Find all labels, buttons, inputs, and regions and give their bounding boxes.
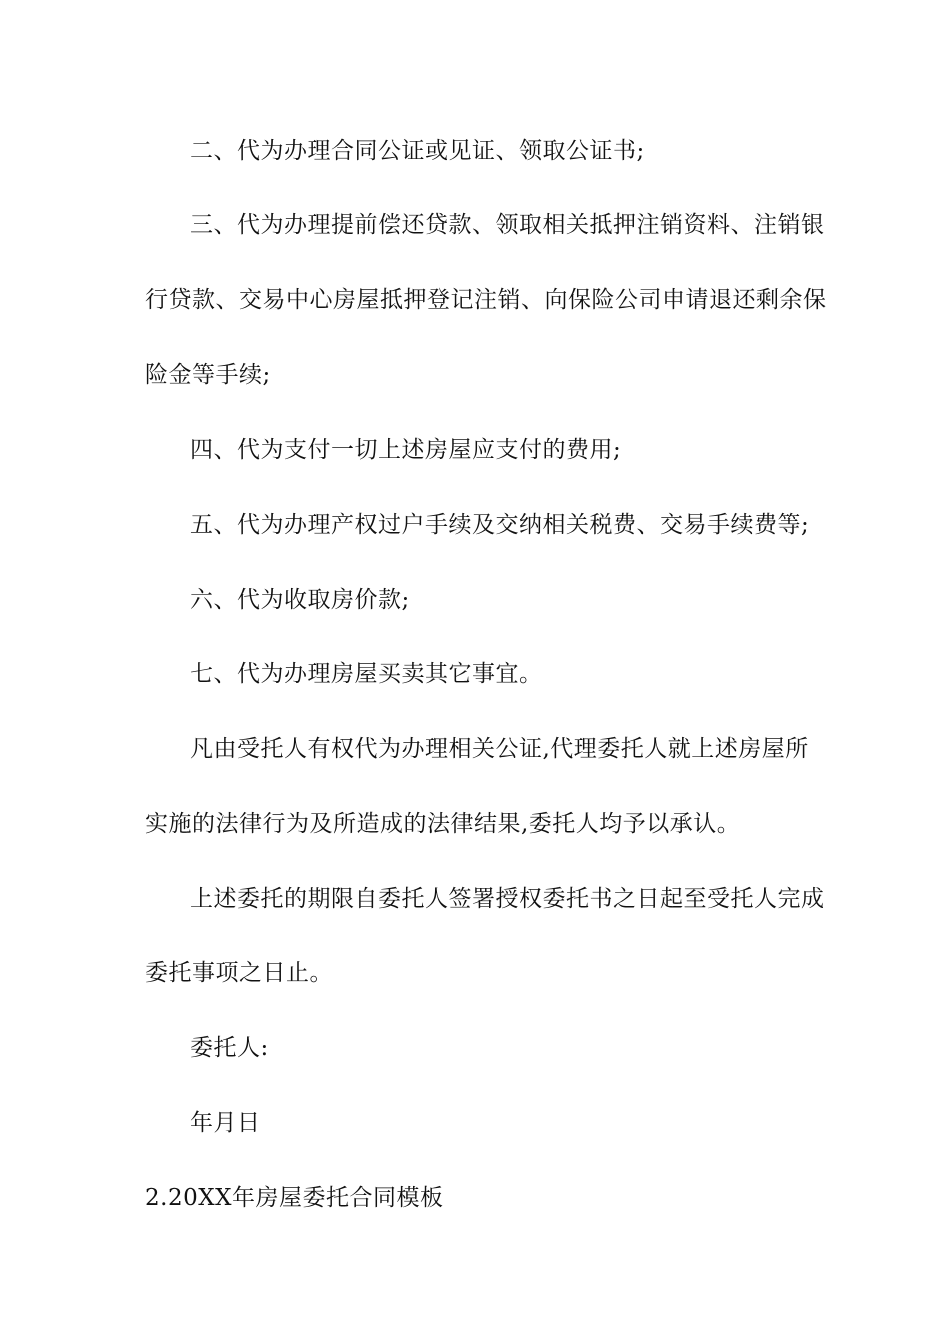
- clause-6: 六、代为收取房价款;: [190, 587, 410, 613]
- clause-7: 七、代为办理房屋买卖其它事宜。: [190, 661, 543, 687]
- section-heading: 2.20XX年房屋委托合同模板: [145, 1185, 444, 1211]
- clause-3-line-1: 三、代为办理提前偿还贷款、领取相关抵押注销资料、注销银: [190, 212, 825, 238]
- clause-2: 二、代为办理合同公证或见证、领取公证书;: [190, 138, 645, 164]
- clause-5: 五、代为办理产权过户手续及交纳相关税费、交易手续费等;: [190, 512, 810, 538]
- authorization-paragraph-line-1: 凡由受托人有权代为办理相关公证,代理委托人就上述房屋所: [190, 736, 809, 762]
- clause-3-line-2: 行贷款、交易中心房屋抵押登记注销、向保险公司申请退还剩余保: [145, 287, 827, 313]
- authorization-paragraph-line-2: 实施的法律行为及所造成的法律结果,委托人均予以承认。: [145, 811, 741, 837]
- clause-3-line-3: 险金等手续;: [145, 362, 271, 388]
- date-label: 年月日: [190, 1110, 261, 1136]
- principal-signature-label: 委托人:: [190, 1035, 269, 1061]
- term-paragraph-line-2: 委托事项之日止。: [145, 960, 333, 986]
- term-paragraph-line-1: 上述委托的期限自委托人签署授权委托书之日起至受托人完成: [190, 886, 825, 912]
- clause-4: 四、代为支付一切上述房屋应支付的费用;: [190, 437, 622, 463]
